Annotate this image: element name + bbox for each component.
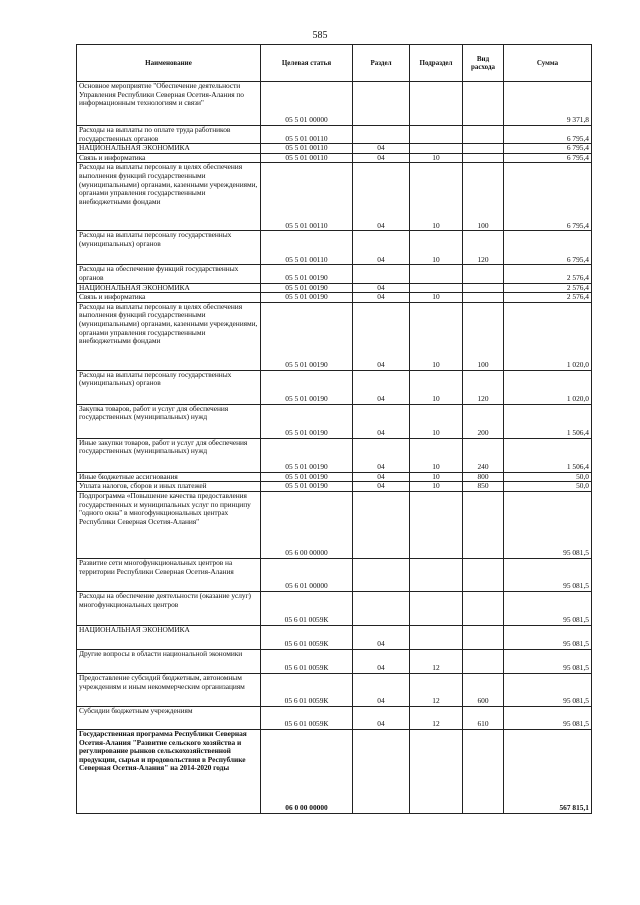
budget-table: [76, 44, 592, 814]
header-section: Раздел: [353, 45, 410, 82]
cell-section: 04: [353, 482, 410, 492]
table-row: [77, 302, 592, 370]
header-kind: Вид расхода: [463, 45, 504, 82]
cell-name: Связь и информатика: [77, 153, 261, 163]
table-row: [77, 491, 592, 558]
cell-kind: 800: [463, 472, 504, 482]
cell-name: Развитие сети многофункциональных центров на территории Республики Северная Осетия-Алания: [77, 558, 261, 591]
table-row: [77, 729, 592, 813]
cell-sum: 95 081,5: [504, 673, 592, 706]
header-subsection: Подраздел: [410, 45, 463, 82]
cell-subsection: [410, 144, 463, 154]
page-number: 585: [312, 30, 328, 41]
cell-subsection: [410, 265, 463, 283]
cell-kind: [463, 558, 504, 591]
cell-code: 05 5 01 00110: [261, 163, 353, 231]
cell-name: Иные закупки товаров, работ и услуг для обеспечения государственных (муниципальных) нужд: [77, 438, 261, 472]
cell-section: 04: [353, 293, 410, 303]
cell-sum: 50,0: [504, 472, 592, 482]
cell-name: Предоставление субсидий бюджетным, автономным учреждениям и иным некоммерческим организациям: [77, 673, 261, 706]
table-row: [77, 370, 592, 404]
cell-section: [353, 265, 410, 283]
cell-section: [353, 491, 410, 558]
cell-code: 05 5 01 00190: [261, 370, 353, 404]
cell-sum: 2 576,4: [504, 283, 592, 293]
header-code: Целевая статья: [261, 45, 353, 82]
cell-subsection: 10: [410, 163, 463, 231]
cell-sum: 9 371,8: [504, 82, 592, 126]
cell-section: 04: [353, 283, 410, 293]
cell-kind: 240: [463, 438, 504, 472]
cell-code: 05 6 01 0059К: [261, 706, 353, 729]
cell-section: 04: [353, 231, 410, 265]
cell-section: [353, 558, 410, 591]
cell-sum: 1 506,4: [504, 404, 592, 438]
table-row: [77, 404, 592, 438]
cell-name: Уплата налогов, сборов и иных платежей: [77, 482, 261, 492]
cell-kind: [463, 126, 504, 144]
table-row: [77, 706, 592, 729]
cell-kind: 200: [463, 404, 504, 438]
cell-name: Расходы на выплаты персоналу в целях обеспечения выполнения функций государственными (муниципальными) органами, казенными учреждениями, органами управления государственными внебюджетными фондами: [77, 302, 261, 370]
cell-kind: 600: [463, 673, 504, 706]
table-row: [77, 649, 592, 673]
cell-sum: 6 795,4: [504, 163, 592, 231]
cell-section: 04: [353, 302, 410, 370]
table-row: [77, 558, 592, 591]
cell-section: 04: [353, 153, 410, 163]
cell-subsection: 10: [410, 231, 463, 265]
cell-sum: 95 081,5: [504, 625, 592, 649]
cell-kind: [463, 491, 504, 558]
cell-code: 05 5 01 00110: [261, 144, 353, 154]
cell-subsection: 12: [410, 706, 463, 729]
cell-sum: 1 020,0: [504, 302, 592, 370]
cell-kind: [463, 82, 504, 126]
cell-sum: 95 081,5: [504, 591, 592, 625]
cell-name: Связь и информатика: [77, 293, 261, 303]
cell-code: 05 6 01 00000: [261, 558, 353, 591]
table-row: [77, 82, 592, 126]
cell-section: [353, 591, 410, 625]
cell-kind: [463, 283, 504, 293]
cell-sum: 2 576,4: [504, 265, 592, 283]
cell-kind: 850: [463, 482, 504, 492]
table-row: [77, 438, 592, 472]
cell-subsection: [410, 625, 463, 649]
cell-subsection: 10: [410, 438, 463, 472]
cell-sum: 6 795,4: [504, 153, 592, 163]
cell-name: Расходы на выплаты персоналу государственных (муниципальных) органов: [77, 231, 261, 265]
cell-subsection: 10: [410, 370, 463, 404]
cell-name: НАЦИОНАЛЬНАЯ ЭКОНОМИКА: [77, 283, 261, 293]
cell-section: 04: [353, 163, 410, 231]
cell-section: 04: [353, 673, 410, 706]
cell-subsection: 10: [410, 153, 463, 163]
cell-sum: 95 081,5: [504, 706, 592, 729]
cell-section: 04: [353, 625, 410, 649]
cell-section: 04: [353, 649, 410, 673]
table-row: [77, 231, 592, 265]
cell-code: 05 6 01 0059К: [261, 673, 353, 706]
header-name: Наименование: [77, 45, 261, 82]
cell-sum: 567 815,1: [504, 729, 592, 813]
table-row: [77, 625, 592, 649]
cell-code: 05 5 01 00190: [261, 404, 353, 438]
cell-sum: 50,0: [504, 482, 592, 492]
cell-subsection: 12: [410, 649, 463, 673]
cell-subsection: [410, 491, 463, 558]
cell-subsection: [410, 591, 463, 625]
table-row: [77, 673, 592, 706]
cell-name: Расходы на выплаты персоналу государственных (муниципальных) органов: [77, 370, 261, 404]
cell-code: 05 5 01 00190: [261, 265, 353, 283]
cell-kind: 100: [463, 302, 504, 370]
cell-sum: 6 795,4: [504, 144, 592, 154]
cell-subsection: 12: [410, 673, 463, 706]
cell-section: 04: [353, 404, 410, 438]
cell-subsection: [410, 82, 463, 126]
cell-section: [353, 82, 410, 126]
cell-section: 04: [353, 370, 410, 404]
cell-code: 05 5 01 00110: [261, 231, 353, 265]
table-row: [77, 472, 592, 482]
cell-sum: 95 081,5: [504, 491, 592, 558]
cell-sum: 6 795,4: [504, 126, 592, 144]
cell-section: [353, 729, 410, 813]
cell-kind: [463, 729, 504, 813]
table-header-row: [77, 45, 592, 82]
cell-sum: 95 081,5: [504, 558, 592, 591]
cell-kind: 120: [463, 231, 504, 265]
cell-kind: [463, 153, 504, 163]
cell-kind: [463, 625, 504, 649]
cell-sum: 6 795,4: [504, 231, 592, 265]
cell-section: 04: [353, 706, 410, 729]
cell-kind: [463, 144, 504, 154]
cell-name: Государственная программа Республики Северная Осетия-Алания "Развитие сельского хозяйства и регулирование рынков сельскохозяйственной продукции, сырья и продовольствия в Республике Северная Осетия-Алания" на 2014-2020 годы: [77, 729, 261, 813]
cell-subsection: 10: [410, 293, 463, 303]
table-row: [77, 126, 592, 144]
table-row: [77, 144, 592, 154]
cell-name: Расходы на обеспечение функций государственных органов: [77, 265, 261, 283]
table-row: [77, 283, 592, 293]
cell-name: Расходы на выплаты по оплате труда работников государственных органов: [77, 126, 261, 144]
cell-code: 06 0 00 00000: [261, 729, 353, 813]
cell-name: Закупка товаров, работ и услуг для обеспечения государственных (муниципальных) нужд: [77, 404, 261, 438]
cell-code: 05 5 01 00190: [261, 438, 353, 472]
cell-subsection: 10: [410, 482, 463, 492]
cell-name: Субсидии бюджетным учреждениям: [77, 706, 261, 729]
cell-kind: [463, 591, 504, 625]
cell-code: 05 5 01 00190: [261, 302, 353, 370]
cell-code: 05 5 01 00110: [261, 153, 353, 163]
cell-kind: [463, 649, 504, 673]
cell-section: 04: [353, 438, 410, 472]
cell-name: Другие вопросы в области национальной экономики: [77, 649, 261, 673]
table-row: [77, 591, 592, 625]
cell-name: Подпрограмма «Повышение качества предоставления государственных и муниципальных услуг по принципу "одного окна" в многофункциональных центрах Республики Северная Осетия-Алания": [77, 491, 261, 558]
cell-name: Основное мероприятие "Обеспечение деятельности Управления Республики Северная Осетия-Алания по информационным технологиям и связи": [77, 82, 261, 126]
cell-sum: 95 081,5: [504, 649, 592, 673]
cell-subsection: [410, 729, 463, 813]
cell-section: 04: [353, 144, 410, 154]
table-row: [77, 293, 592, 303]
cell-code: 05 5 01 00190: [261, 283, 353, 293]
table-row: [77, 163, 592, 231]
cell-subsection: [410, 126, 463, 144]
cell-sum: 1 020,0: [504, 370, 592, 404]
cell-sum: 1 506,4: [504, 438, 592, 472]
cell-subsection: 10: [410, 404, 463, 438]
cell-section: 04: [353, 472, 410, 482]
cell-kind: 610: [463, 706, 504, 729]
cell-name: Расходы на обеспечение деятельности (оказание услуг) многофункциональных центров: [77, 591, 261, 625]
cell-name: НАЦИОНАЛЬНАЯ ЭКОНОМИКА: [77, 144, 261, 154]
cell-kind: 120: [463, 370, 504, 404]
cell-kind: [463, 265, 504, 283]
cell-code: 05 6 01 0059К: [261, 625, 353, 649]
table-row: [77, 153, 592, 163]
cell-code: 05 5 01 00190: [261, 482, 353, 492]
cell-code: 05 5 01 00190: [261, 293, 353, 303]
cell-name: Расходы на выплаты персоналу в целях обеспечения выполнения функций государственными (муниципальными) органами, казенными учреждениями, органами управления государственными внебюджетными фондами: [77, 163, 261, 231]
cell-kind: 100: [463, 163, 504, 231]
cell-sum: 2 576,4: [504, 293, 592, 303]
table-row: [77, 482, 592, 492]
cell-name: Иные бюджетные ассигнования: [77, 472, 261, 482]
cell-subsection: [410, 283, 463, 293]
table-row: [77, 265, 592, 283]
header-sum: Сумма: [504, 45, 592, 82]
cell-code: 05 6 00 00000: [261, 491, 353, 558]
cell-code: 05 5 01 00190: [261, 472, 353, 482]
cell-kind: [463, 293, 504, 303]
cell-subsection: 10: [410, 472, 463, 482]
cell-name: НАЦИОНАЛЬНАЯ ЭКОНОМИКА: [77, 625, 261, 649]
cell-code: 05 5 01 00110: [261, 126, 353, 144]
cell-code: 05 6 01 0059К: [261, 649, 353, 673]
cell-subsection: 10: [410, 302, 463, 370]
cell-section: [353, 126, 410, 144]
cell-subsection: [410, 558, 463, 591]
cell-code: 05 5 01 00000: [261, 82, 353, 126]
cell-code: 05 6 01 0059К: [261, 591, 353, 625]
